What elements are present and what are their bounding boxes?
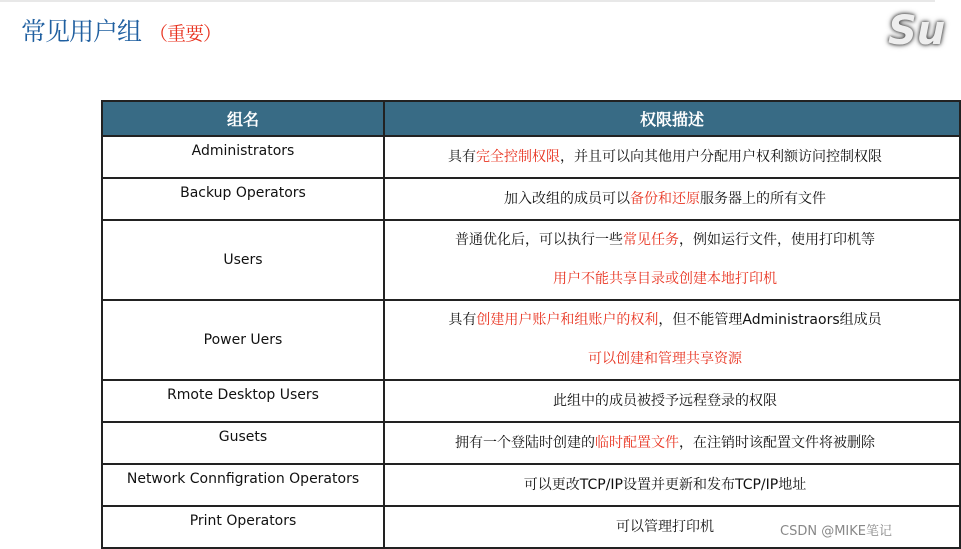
group-name: Users — [102, 220, 384, 300]
group-name: Administrators — [102, 136, 384, 178]
desc-text: 普通优化后，可以执行一些 — [455, 232, 623, 248]
permission-desc — [384, 300, 960, 380]
desc-line — [385, 180, 945, 219]
desc-text: 此组中的成员被授予远程登录的权限 — [553, 392, 777, 409]
desc-text: 拥有一个登陆时创建的 — [455, 434, 595, 451]
desc-text: 可以管理打印机 — [616, 518, 714, 535]
highlight-text: 完全控制权限 — [476, 148, 560, 165]
user-groups-table — [101, 100, 961, 549]
desc-line — [385, 260, 945, 299]
desc-line — [385, 138, 945, 177]
desc-line — [385, 424, 945, 463]
desc-line — [385, 301, 945, 340]
highlight-text: 备份和还原 — [630, 190, 700, 207]
desc-text: 可以更改TCP/IP设置并更新和发布TCP/IP地址 — [523, 476, 807, 493]
desc-text: ，在注销时该配置文件将被删除 — [679, 434, 875, 451]
highlight-text: 临时配置文件 — [595, 434, 679, 451]
permission-desc — [384, 178, 960, 220]
desc-line — [385, 382, 945, 421]
highlight-text: 创建用户账户和组账户的权利 — [476, 312, 659, 328]
group-name: Rmote Desktop Users — [102, 380, 384, 422]
table-row — [102, 300, 960, 380]
desc-text: 服务器上的所有文件 — [700, 190, 826, 207]
highlight-text: 可以创建和管理共享资源 — [588, 351, 742, 367]
desc-text: 具有 — [448, 312, 477, 328]
desc-text: ，并且可以向其他用户分配用户权利额访问控制权限 — [560, 148, 882, 165]
permission-desc — [384, 220, 960, 300]
title-note: （重要） — [149, 23, 222, 45]
group-name: Backup Operators — [102, 178, 384, 220]
group-name: Print Operators — [102, 506, 384, 548]
highlight-text: 用户不能共享目录或创建本地打印机 — [553, 271, 777, 287]
desc-line — [385, 466, 945, 505]
permission-desc — [384, 380, 960, 422]
permission-desc — [384, 422, 960, 464]
desc-line — [385, 221, 945, 260]
desc-text: 加入改组的成员可以 — [504, 190, 630, 207]
table-row — [102, 380, 960, 422]
desc-text: ，但不能管理Administraors组成员 — [658, 312, 882, 328]
page-title — [21, 12, 221, 48]
highlight-text: 常见任务 — [623, 232, 679, 248]
table-row — [102, 220, 960, 300]
top-border — [0, 0, 935, 2]
group-name: Network Connfigration Operators — [102, 464, 384, 506]
table-row — [102, 464, 960, 506]
desc-line — [385, 340, 945, 379]
title-text: 常见用户组 — [21, 17, 142, 46]
desc-text: 具有 — [448, 148, 476, 165]
group-name: Gusets — [102, 422, 384, 464]
header-group-name: 组名 — [102, 101, 384, 136]
header-permission-desc: 权限描述 — [384, 101, 960, 136]
table-row — [102, 178, 960, 220]
table-row — [102, 422, 960, 464]
desc-text: ，例如运行文件，使用打印机等 — [679, 232, 875, 248]
table-row — [102, 136, 960, 178]
permission-desc — [384, 136, 960, 178]
watermark: CSDN @MIKE笔记 — [780, 524, 892, 539]
group-name: Power Uers — [102, 300, 384, 380]
logo: Su — [888, 8, 946, 54]
permission-desc — [384, 464, 960, 506]
